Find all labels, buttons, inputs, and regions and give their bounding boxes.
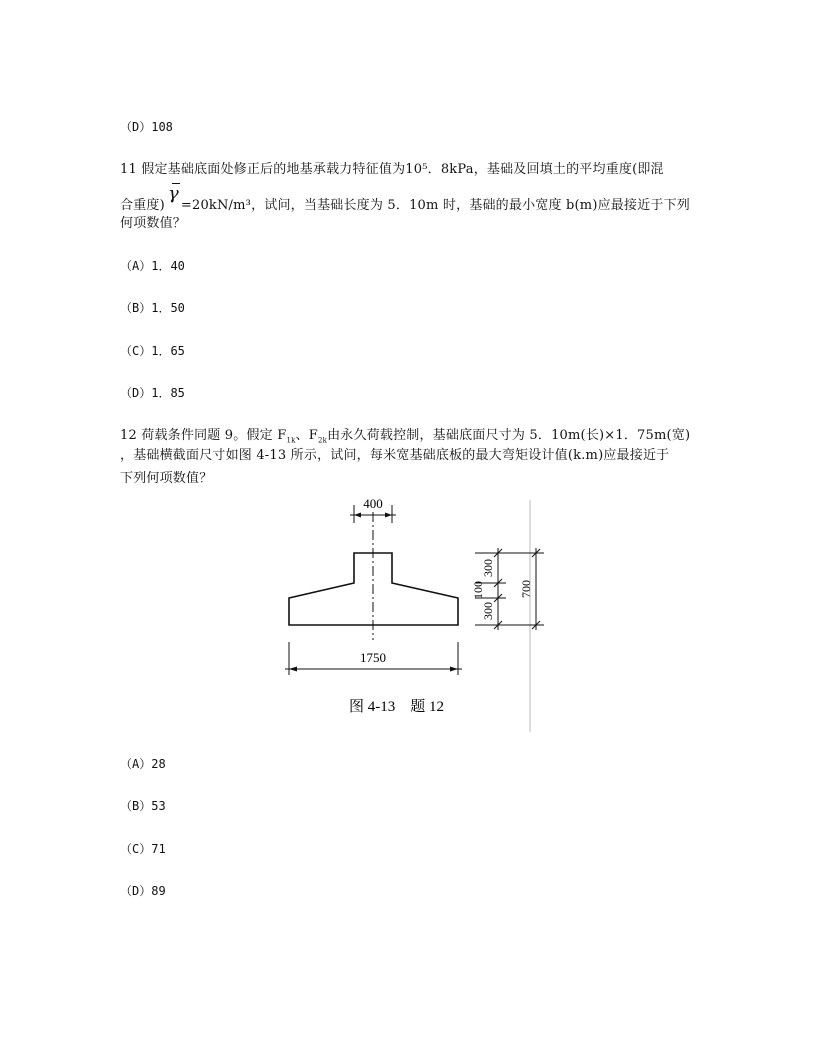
dim-label-300-upper: 300 [481,559,495,577]
q11-option-c: （C）1．65 [120,344,185,358]
arrow-400-left [354,513,361,518]
q10-option-d: （D）108 [120,120,173,134]
q11-text-line3: 何项数值？ [120,216,187,231]
q12-text-line2: ，基础横截面尺寸如图 4-13 所示，试问，每米宽基础底板的最大弯矩设计值(k.m)应最接近于 [120,448,670,463]
q12-line1-part2: 、F [295,428,318,443]
foundation-section-drawing [270,490,560,735]
dim-label-100: 100 [471,581,485,599]
gamma-symbol: γ [168,183,179,204]
dim-label-1750: 1750 [360,650,386,665]
q11-option-d: （D）1．85 [120,386,185,400]
q11-text-line1: 11 假定基础底面处修正后的地基承载力特征值为10⁵．8kPa，基础及回填土的平均重度(即混 [120,162,664,177]
q12-line1-part3: 由永久荷载控制，基础底面尺寸为 5．10m(长)×1．75m(宽) [327,428,691,443]
q11-text-line2 [120,198,690,214]
arrow-1750-right [450,667,458,672]
figure-4-13 [270,490,560,735]
q12-option-d: （D）89 [120,884,166,898]
q11-option-b: （B）1．50 [120,301,185,315]
dim-label-300-lower: 300 [481,602,495,620]
q12-option-b: （B）53 [120,799,166,813]
q11-line2-prefix: 合重度) [120,198,165,213]
q12-line1-part1: 12 荷载条件同题 9。假定 F [120,428,287,443]
dim-label-700: 700 [519,580,533,598]
q12-option-c: （C）71 [120,842,166,856]
q11-option-a: （A）1．40 [120,259,185,273]
figure-caption: 图 4-13 题 12 [349,699,444,715]
dim-label-400: 400 [363,496,383,511]
f1-subscript: 1k [286,436,296,445]
f2-subscript: 2k [317,436,328,445]
q11-line2-suffix: =20kN/m³，试问，当基础长度为 5．10m 时，基础的最小宽度 b(m)应最接近于下列 [180,198,691,213]
q12-text-line1 [120,428,690,449]
arrow-400-right [385,513,392,518]
q12-text-line3: 下列何项数值？ [120,471,213,486]
arrow-1750-left [289,667,297,672]
q12-option-a: （A）28 [120,757,166,771]
